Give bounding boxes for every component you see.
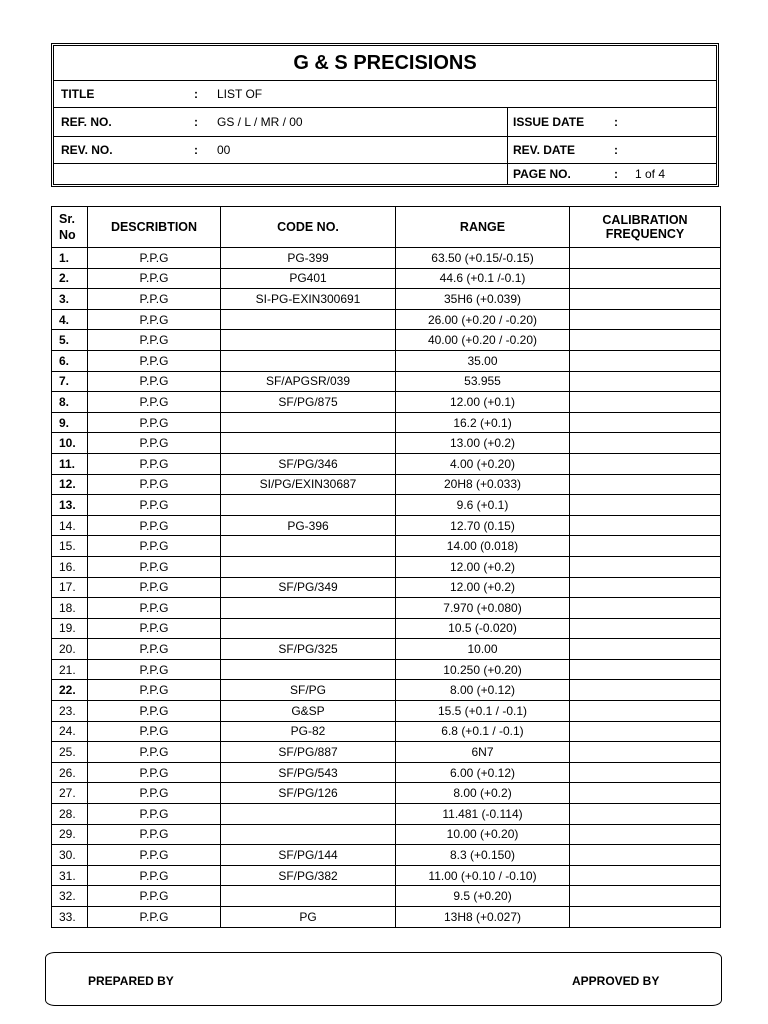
cell-sr-no: 14.: [52, 515, 88, 536]
cell-sr-no: 17.: [52, 577, 88, 598]
cell-description: P.P.G: [88, 392, 221, 413]
cell-sr-no: 26.: [52, 762, 88, 783]
cell-sr-no: 6.: [52, 350, 88, 371]
cell-calibration-frequency: [570, 248, 721, 269]
cell-range: 11.481 (-0.114): [396, 804, 570, 825]
cell-range: 6N7: [396, 742, 570, 763]
cell-code-no: SF/PG/382: [221, 865, 396, 886]
cell-sr-no: 22.: [52, 680, 88, 701]
cell-range: 13H8 (+0.027): [396, 907, 570, 928]
cell-sr-no: 23.: [52, 701, 88, 722]
cell-sr-no: 24.: [52, 721, 88, 742]
cell-range: 8.00 (+0.12): [396, 680, 570, 701]
approved-by-label: APPROVED BY: [572, 974, 660, 988]
cell-code-no: SF/PG/543: [221, 762, 396, 783]
cell-sr-no: 7.: [52, 371, 88, 392]
cell-code-no: SF/APGSR/039: [221, 371, 396, 392]
cell-code-no: SF/PG/349: [221, 577, 396, 598]
table-row: [52, 701, 721, 722]
cell-description: P.P.G: [88, 268, 221, 289]
cell-calibration-frequency: [570, 515, 721, 536]
table-row: [52, 598, 721, 619]
cell-range: 10.5 (-0.020): [396, 618, 570, 639]
rev-date-colon: :: [614, 143, 618, 157]
cell-description: P.P.G: [88, 865, 221, 886]
table-row: [52, 371, 721, 392]
cell-calibration-frequency: [570, 721, 721, 742]
cell-range: 14.00 (0.018): [396, 536, 570, 557]
cell-calibration-frequency: [570, 742, 721, 763]
cell-description: P.P.G: [88, 289, 221, 310]
cell-sr-no: 25.: [52, 742, 88, 763]
cell-code-no: [221, 659, 396, 680]
cell-description: P.P.G: [88, 309, 221, 330]
ref-no-colon: :: [194, 115, 198, 129]
cell-sr-no: 2.: [52, 268, 88, 289]
cell-code-no: [221, 556, 396, 577]
cell-calibration-frequency: [570, 845, 721, 866]
cell-sr-no: 31.: [52, 865, 88, 886]
rev-no-value: 00: [217, 143, 231, 157]
cell-description: P.P.G: [88, 762, 221, 783]
ref-no-label: REF. NO.: [61, 115, 112, 129]
cell-code-no: SF/PG: [221, 680, 396, 701]
cell-calibration-frequency: [570, 701, 721, 722]
cell-code-no: SI/PG/EXIN30687: [221, 474, 396, 495]
cell-range: 13.00 (+0.2): [396, 433, 570, 454]
issue-date-colon: :: [614, 115, 618, 129]
cell-code-no: SF/PG/875: [221, 392, 396, 413]
cell-description: P.P.G: [88, 618, 221, 639]
table-row: [52, 618, 721, 639]
cell-code-no: [221, 824, 396, 845]
table-row: [52, 680, 721, 701]
cell-description: P.P.G: [88, 474, 221, 495]
cell-range: 53.955: [396, 371, 570, 392]
cell-description: P.P.G: [88, 412, 221, 433]
cell-description: P.P.G: [88, 350, 221, 371]
table-row: [52, 515, 721, 536]
cell-range: 12.00 (+0.2): [396, 577, 570, 598]
cell-range: 6.00 (+0.12): [396, 762, 570, 783]
cell-sr-no: 1.: [52, 248, 88, 269]
cell-sr-no: 10.: [52, 433, 88, 454]
cell-range: 10.00 (+0.20): [396, 824, 570, 845]
cell-description: P.P.G: [88, 433, 221, 454]
cell-range: 12.00 (+0.1): [396, 392, 570, 413]
cell-code-no: SF/PG/887: [221, 742, 396, 763]
cell-description: P.P.G: [88, 639, 221, 660]
cell-description: P.P.G: [88, 330, 221, 351]
cell-calibration-frequency: [570, 783, 721, 804]
cell-calibration-frequency: [570, 618, 721, 639]
cell-calibration-frequency: [570, 309, 721, 330]
table-row: [52, 865, 721, 886]
cell-calibration-frequency: [570, 577, 721, 598]
cell-range: 8.00 (+0.2): [396, 783, 570, 804]
table-row: [52, 577, 721, 598]
cell-sr-no: 15.: [52, 536, 88, 557]
gauge-list-table: [51, 206, 721, 928]
cell-sr-no: 28.: [52, 804, 88, 825]
table-row: [52, 350, 721, 371]
cell-code-no: SF/PG/144: [221, 845, 396, 866]
table-header-row: [52, 207, 721, 248]
cell-code-no: [221, 618, 396, 639]
cell-sr-no: 4.: [52, 309, 88, 330]
table-body: [52, 248, 721, 928]
cell-sr-no: 20.: [52, 639, 88, 660]
cell-calibration-frequency: [570, 371, 721, 392]
cell-calibration-frequency: [570, 289, 721, 310]
column-divider: [507, 108, 508, 136]
table-row: [52, 783, 721, 804]
table-row: [52, 268, 721, 289]
table-row: [52, 907, 721, 928]
cell-description: P.P.G: [88, 556, 221, 577]
table-row: [52, 248, 721, 269]
col-header-code-no: CODE NO.: [221, 207, 396, 248]
cell-description: P.P.G: [88, 371, 221, 392]
cell-range: 12.00 (+0.2): [396, 556, 570, 577]
title-label: TITLE: [61, 87, 95, 101]
cell-calibration-frequency: [570, 330, 721, 351]
cell-description: P.P.G: [88, 845, 221, 866]
ref-no-value: GS / L / MR / 00: [217, 115, 303, 129]
cell-sr-no: 16.: [52, 556, 88, 577]
cell-range: 10.250 (+0.20): [396, 659, 570, 680]
table-row: [52, 659, 721, 680]
page-no-value: 1 of 4: [635, 167, 666, 181]
table-row: [52, 556, 721, 577]
cell-description: P.P.G: [88, 680, 221, 701]
cell-range: 9.6 (+0.1): [396, 495, 570, 516]
rev-date-label: REV. DATE: [513, 143, 576, 157]
cell-sr-no: 33.: [52, 907, 88, 928]
cell-sr-no: 12.: [52, 474, 88, 495]
col-header-description: DESCRIBTION: [88, 207, 221, 248]
cell-calibration-frequency: [570, 433, 721, 454]
table-row: [52, 453, 721, 474]
cell-description: P.P.G: [88, 721, 221, 742]
cell-code-no: SF/PG/126: [221, 783, 396, 804]
table-row: [52, 762, 721, 783]
cell-code-no: [221, 886, 396, 907]
table-row: [52, 330, 721, 351]
cell-range: 35.00: [396, 350, 570, 371]
cell-range: 4.00 (+0.20): [396, 453, 570, 474]
table-row: [52, 474, 721, 495]
cell-calibration-frequency: [570, 886, 721, 907]
table-row: [52, 289, 721, 310]
cell-calibration-frequency: [570, 865, 721, 886]
cell-description: P.P.G: [88, 495, 221, 516]
cell-code-no: G&SP: [221, 701, 396, 722]
cell-range: 63.50 (+0.15/-0.15): [396, 248, 570, 269]
cell-sr-no: 29.: [52, 824, 88, 845]
cell-range: 8.3 (+0.150): [396, 845, 570, 866]
cell-description: P.P.G: [88, 701, 221, 722]
cell-code-no: [221, 495, 396, 516]
cell-description: P.P.G: [88, 783, 221, 804]
cell-calibration-frequency: [570, 804, 721, 825]
table-row: [52, 392, 721, 413]
cell-code-no: SI-PG-EXIN300691: [221, 289, 396, 310]
cell-calibration-frequency: [570, 268, 721, 289]
cell-calibration-frequency: [570, 598, 721, 619]
cell-calibration-frequency: [570, 907, 721, 928]
cell-sr-no: 19.: [52, 618, 88, 639]
cell-description: P.P.G: [88, 886, 221, 907]
signature-footer: [45, 952, 722, 1006]
col-header-sr-no: Sr. No: [52, 207, 88, 248]
cell-range: 11.00 (+0.10 / -0.10): [396, 865, 570, 886]
cell-description: P.P.G: [88, 824, 221, 845]
cell-code-no: [221, 350, 396, 371]
cell-description: P.P.G: [88, 577, 221, 598]
cell-code-no: [221, 536, 396, 557]
cell-sr-no: 11.: [52, 453, 88, 474]
cell-calibration-frequency: [570, 639, 721, 660]
title-value: LIST OF: [217, 87, 263, 101]
cell-calibration-frequency: [570, 392, 721, 413]
cell-code-no: PG: [221, 907, 396, 928]
table-row: [52, 845, 721, 866]
page-row: [54, 164, 716, 184]
cell-sr-no: 8.: [52, 392, 88, 413]
cell-sr-no: 5.: [52, 330, 88, 351]
cell-sr-no: 30.: [52, 845, 88, 866]
cell-range: 20H8 (+0.033): [396, 474, 570, 495]
col-header-calibration-frequency: CALIBRATION FREQUENCY: [570, 207, 721, 248]
cell-calibration-frequency: [570, 495, 721, 516]
cell-code-no: PG-82: [221, 721, 396, 742]
prepared-by-label: PREPARED BY: [88, 974, 174, 988]
cell-range: 6.8 (+0.1 / -0.1): [396, 721, 570, 742]
issue-date-label: ISSUE DATE: [513, 115, 585, 129]
table-row: [52, 721, 721, 742]
table-row: [52, 886, 721, 907]
cell-code-no: [221, 433, 396, 454]
table-row: [52, 412, 721, 433]
title-row: [54, 81, 716, 108]
cell-sr-no: 9.: [52, 412, 88, 433]
cell-sr-no: 3.: [52, 289, 88, 310]
cell-code-no: PG401: [221, 268, 396, 289]
ref-row: [54, 108, 716, 137]
cell-description: P.P.G: [88, 248, 221, 269]
cell-calibration-frequency: [570, 453, 721, 474]
cell-code-no: PG-399: [221, 248, 396, 269]
document-header: [51, 43, 719, 187]
cell-sr-no: 18.: [52, 598, 88, 619]
cell-range: 7.970 (+0.080): [396, 598, 570, 619]
rev-row: [54, 137, 716, 164]
cell-range: 9.5 (+0.20): [396, 886, 570, 907]
cell-description: P.P.G: [88, 536, 221, 557]
cell-calibration-frequency: [570, 659, 721, 680]
cell-calibration-frequency: [570, 680, 721, 701]
table-row: [52, 804, 721, 825]
cell-description: P.P.G: [88, 804, 221, 825]
cell-calibration-frequency: [570, 536, 721, 557]
column-divider: [507, 164, 508, 184]
cell-calibration-frequency: [570, 762, 721, 783]
cell-description: P.P.G: [88, 907, 221, 928]
cell-range: 35H6 (+0.039): [396, 289, 570, 310]
cell-description: P.P.G: [88, 515, 221, 536]
cell-description: P.P.G: [88, 659, 221, 680]
cell-sr-no: 21.: [52, 659, 88, 680]
cell-code-no: SF/PG/346: [221, 453, 396, 474]
cell-sr-no: 32.: [52, 886, 88, 907]
cell-code-no: [221, 598, 396, 619]
rev-no-colon: :: [194, 143, 198, 157]
col-header-range: RANGE: [396, 207, 570, 248]
table-row: [52, 495, 721, 516]
table-row: [52, 536, 721, 557]
company-name: G & S PRECISIONS: [54, 46, 716, 81]
cell-code-no: [221, 330, 396, 351]
rev-no-label: REV. NO.: [61, 143, 113, 157]
cell-calibration-frequency: [570, 474, 721, 495]
cell-code-no: [221, 309, 396, 330]
cell-calibration-frequency: [570, 350, 721, 371]
cell-calibration-frequency: [570, 556, 721, 577]
cell-range: 15.5 (+0.1 / -0.1): [396, 701, 570, 722]
cell-calibration-frequency: [570, 412, 721, 433]
cell-description: P.P.G: [88, 453, 221, 474]
table-row: [52, 742, 721, 763]
cell-range: 10.00: [396, 639, 570, 660]
cell-code-no: [221, 804, 396, 825]
cell-description: P.P.G: [88, 742, 221, 763]
cell-code-no: PG-396: [221, 515, 396, 536]
cell-range: 12.70 (0.15): [396, 515, 570, 536]
column-divider: [507, 137, 508, 163]
cell-sr-no: 27.: [52, 783, 88, 804]
title-colon: :: [194, 87, 198, 101]
cell-code-no: SF/PG/325: [221, 639, 396, 660]
cell-range: 26.00 (+0.20 / -0.20): [396, 309, 570, 330]
cell-range: 16.2 (+0.1): [396, 412, 570, 433]
table-row: [52, 309, 721, 330]
cell-code-no: [221, 412, 396, 433]
cell-range: 44.6 (+0.1 /-0.1): [396, 268, 570, 289]
table-row: [52, 639, 721, 660]
table-row: [52, 824, 721, 845]
cell-calibration-frequency: [570, 824, 721, 845]
table-row: [52, 433, 721, 454]
cell-sr-no: 13.: [52, 495, 88, 516]
page-no-colon: :: [614, 167, 618, 181]
page-no-label: PAGE NO.: [513, 167, 571, 181]
cell-range: 40.00 (+0.20 / -0.20): [396, 330, 570, 351]
cell-description: P.P.G: [88, 598, 221, 619]
